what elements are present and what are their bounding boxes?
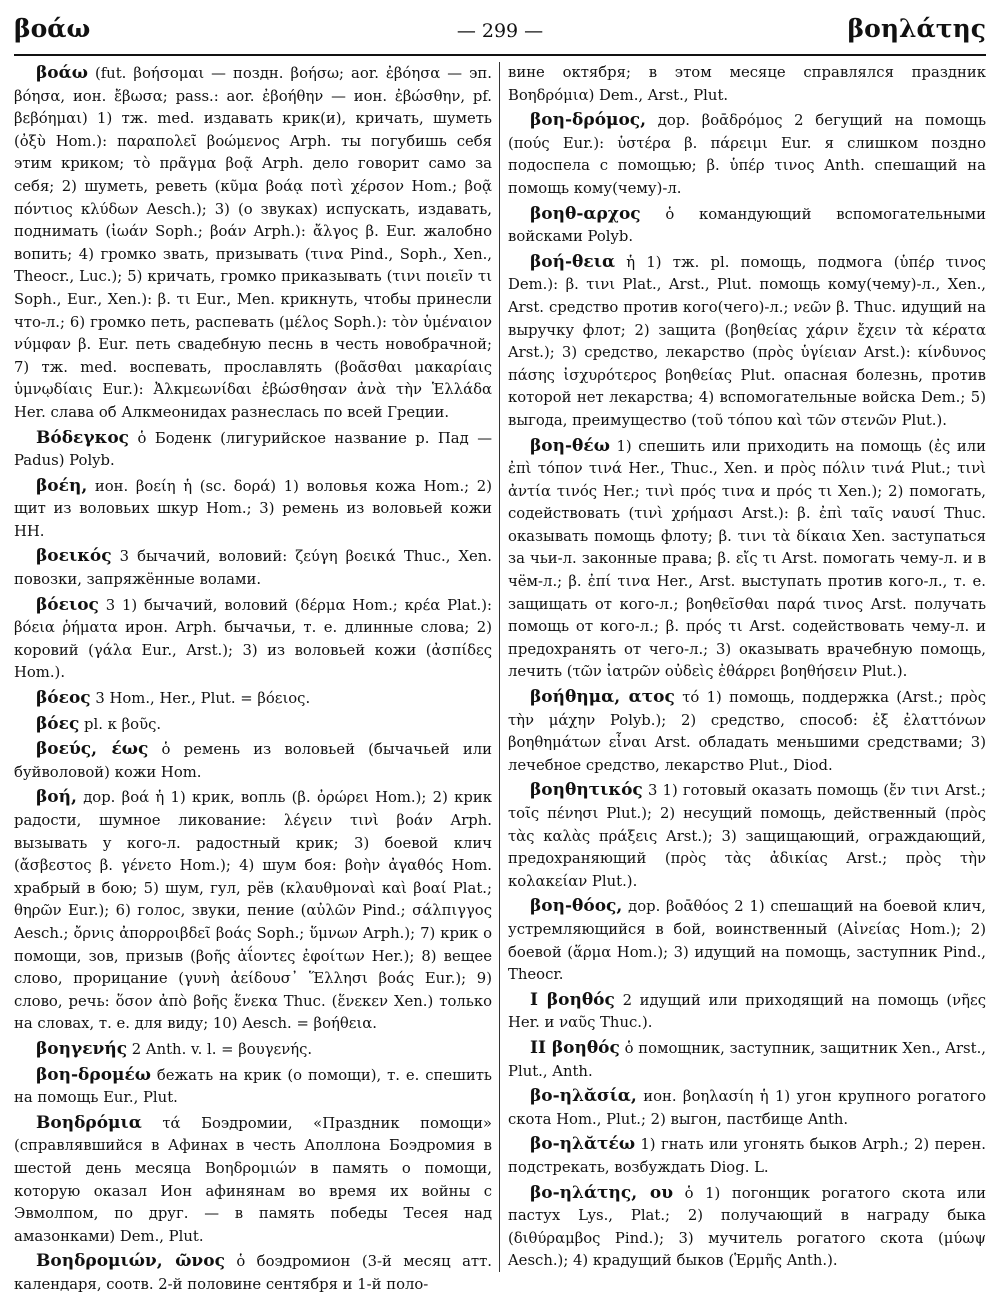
entry-definition: τό 1) помощь, поддержка (Arst.; πρὸς τὴν μάχην Polyb.); 2) средство, способ: ἐξ ἐλαττόνων βοηθημάτων εἶναι Arst. обладать меньшими средствами; 3) лечебное средство, лекарство Plut., Diod. — [508, 689, 986, 774]
entry-definition: 2 Anth. v. l. = βουγενής. — [131, 1040, 313, 1058]
dictionary-entry — [14, 1112, 492, 1249]
entry-definition: ἡ 1) тж. pl. помощь, подмога (ὑπέρ τινος Dem.): β. τινι Plat., Arst., Plut. помощь кому(чему)-л., Xen., Arst. средство против кого(чего)-л.; νεῶν β. Thuc. идущий на выручку флот; 2) защита (βοηθείας χάριν ἔχειν τὰ κέρατα Arst.); 3) средство, лекарство (πρὸς ὑγίειαν Arst.): κίνδυνος πάσης ἰσχυρότερος βοηθείας Plut. опасная болезнь, против которой нет лекарства; 4) вспомогательные войска Dem.; 5) выгода, преимущество (τοῦ τόπου καὶ τῶν στενῶν Plut.). — [508, 253, 986, 429]
dictionary-entry — [14, 62, 492, 425]
running-headword-left: βοάω — [14, 14, 91, 43]
dictionary-entry — [14, 1250, 492, 1296]
entry-headword: βοεικός — [36, 546, 112, 567]
entry-definition: pl. к βοῦς. — [84, 715, 162, 733]
dictionary-entry — [14, 1064, 492, 1110]
entry-definition: ὁ командующий вспомогательными войсками Polyb. — [508, 205, 986, 246]
entry-headword: βοη-θόος, — [530, 896, 623, 917]
entry-headword: Βόδεγκος — [36, 427, 130, 448]
entry-headword: βοέη, — [36, 475, 88, 496]
entry-headword: Βοηδρομιών, ῶνος — [36, 1251, 225, 1272]
dictionary-entry — [14, 687, 492, 711]
entry-headword: βοή, — [36, 787, 77, 808]
entry-headword: βοή-θεια — [530, 251, 616, 272]
entry-definition: дор. βοᾱδρόμος 2 бегущий на помощь (πούς Eur.): ὑστέρα β. πάρειμι Eur. я слишком поздно подоспела с помощью; β. ὑπέρ τινος Anth. спешащий на помощь кому(чему)-л. — [508, 112, 986, 197]
entry-definition: дор. βοᾱθόος 2 1) спешащий на боевой клич, устремляющийся в бой, воинственный (Αἰνείας Hom.); 2) боевой (ἅρμα Hom.); 3) идущий на помощь, заступник Pind., Theocr. — [508, 898, 986, 984]
dictionary-entry — [508, 109, 986, 200]
entry-headword: βόες — [36, 713, 80, 734]
entry-definition: 3 1) готовый оказать помощь (ἔν τινι Arst.; τοῖς πένησι Plut.); 2) несущий помощь, действенный (πρὸς τὰς καλὰς πράξεις Arst.); 3) защищающий, ограждающий, предохраняющий (πρὸς τὰς ἀδικίας Arst.; πρὸς τὴν κολακείαν Plut.). — [508, 782, 986, 890]
dictionary-entry — [508, 989, 986, 1035]
entry-headword: βοηθ-αρχος — [530, 203, 641, 224]
running-headword-right: βοηλάτης — [847, 14, 986, 43]
entry-headword: βο-ηλάτης, ου — [530, 1182, 674, 1203]
entry-headword: Βοηδρόμια — [36, 1112, 142, 1133]
dictionary-entry — [508, 1037, 986, 1083]
entry-definition: τά Боэдромии, «Праздник помощи» (справлявшийся в Афинах в честь Аполлона Боэдромия в шестой день месяца Βοηδρομιών в память о помощи, которую оказал Ион афинянам во время их войны с Эвмолпом, по друг. — в память победы Тесея над амазонками) Dem., Plut. — [14, 1114, 492, 1245]
entry-definition: 3 Hom., Her., Plut. = βόειος. — [95, 690, 311, 708]
entry-headword: I βοηθός — [530, 989, 615, 1010]
entry-headword: βοάω — [36, 63, 88, 83]
dictionary-entry — [14, 713, 492, 737]
entry-definition: бежать на крик (о помощи), т. е. спешить на помощь Eur., Plut. — [14, 1066, 492, 1107]
entry-definition: 3 1) бычачий, воловий (δέρμα Hom.; κρέα Plat.): βόεια ῥήματα ирон. Arph. бычачьи, т. е. длинные слова; 2) коровий (γάλα Eur., Arst.); 3) из воловьей кожи (ἀσπίδες Hom.). — [14, 596, 492, 682]
entry-definition: 1) гнать или угонять быков Arph.; 2) перен. подстрекать, возбуждать Diog. L. — [508, 1136, 986, 1176]
entry-definition: 3 бычачий, воловий: ζεύγη βοεικά Thuc., Xen. повозки, запряжённые волами. — [14, 548, 492, 589]
dictionary-entry — [508, 686, 986, 777]
entry-headword: βόειος — [36, 594, 99, 615]
entry-headword: βοεύς, έως — [36, 739, 149, 760]
entry-definition: (fut. βοήσομαι — поздн. βοήσω; aor. ἐβόησα — эп. βόησα, ион. ἔβωσα; pass.: aor. ἐβοήθην — ион. ἐβώσθην, pf. βεβόημαι) 1) тж. med. издавать крик(и), кричать, шуметь (ὀξὺ Hom.): παραπολεῖ βοώμενος Arph. ты погубишь себя этим криком; τὸ πρᾶγμα βοᾷ Arph. дело говорит само за себя; 2) шуметь, реветь (κῦμα βοάᾳ ποτὶ χέρσον Hom.; βοᾷ πόντιος κλύδων Aesch.); 3) (о звуках) испускать, издавать, поднимать (ἰωάν Soph.; βοάν Arph.): ἄλγος β. Eur. жалобно вопить; 4) громко звать, призывать (τινα Pind., Soph., Xen., Theocr., Luc.); 5) кричать, громко приказывать (τινι ποιεῖν τι Soph., Eur., Xen.): β. τι Eur., Men. крикнуть, чтобы принесли что-л.; 6) громко петь, распевать (μέλος Soph.): τὸν ὑμέναιον νύμφαν β. Eur. петь свадебную песнь в честь новобрачной; 7) тж. med. воспевать, прославлять (βοᾶσθαι μακαρίαις ὑμνῳδίαις Eur.): Ἀλκμεωνίδαι ἐβώσθησαν ἀνὰ τὴν Ἑλλάδα Her. слава об Алкмеонидах разнеслась по всей Греции. — [14, 65, 492, 421]
entry-headword: βοη-θέω — [530, 435, 610, 456]
page-header — [14, 8, 986, 56]
dictionary-entry — [14, 594, 492, 685]
entry-headword: βοη-δρομέω — [36, 1064, 151, 1085]
entry-definition: ὁ Боденк (лигурийское название р. Пад — Padus) Polyb. — [14, 429, 492, 470]
entry-definition: ион. βοηλασίη ἡ 1) угон крупного рогатого скота Hom., Plut.; 2) выгон, пастбище Anth. — [508, 1088, 986, 1128]
dictionary-entry — [14, 738, 492, 784]
entry-headword: βο-ηλᾰσία, — [530, 1086, 637, 1107]
right-column — [508, 62, 986, 1276]
dictionary-entry — [14, 1038, 492, 1062]
entry-definition: 2 идущий или приходящий на помощь (νῆες Her. и ναῦς Thuc.). — [508, 991, 986, 1032]
dictionary-entry — [14, 475, 492, 544]
entry-headword: βοηθητικός — [530, 780, 643, 801]
dictionary-entry — [508, 779, 986, 893]
entry-headword: βοήθημα, ατος — [530, 687, 675, 708]
dictionary-entry — [508, 251, 986, 433]
entry-headword: βο-ηλᾰτέω — [530, 1134, 636, 1155]
entry-headword: II βοηθός — [530, 1037, 620, 1058]
dictionary-entry — [14, 786, 492, 1036]
entry-definition: ὁ 1) погонщик рогатого скота или пастух Lys., Plat.; 2) получающий в награду быка (διθύραμβος Pind.); 3) мучитель рогатого скота (μύωψ Aesch.); 4) крадущий быков (Ἑρμῆς Anth.). — [508, 1184, 986, 1270]
left-column — [14, 62, 492, 1293]
entry-definition: ὁ боэдромион (3-й месяц атт. календаря, соотв. 2-й половине сентября и 1-й поло- — [14, 1253, 492, 1293]
entry-headword: βοηγενής — [36, 1038, 128, 1059]
entry-definition: ион. βοείη ἡ (sc. δορά) 1) воловья кожа Hom.; 2) щит из воловьих шкур Hom.; 3) ремень из воловьей кожи HH. — [14, 477, 492, 540]
dictionary-entry — [508, 1085, 986, 1131]
dictionary-entry — [508, 203, 986, 249]
entry-headword: βόεος — [36, 688, 91, 709]
page-number: — 299 — — [456, 20, 544, 42]
entry-definition: ὁ помощник, заступник, защитник Xen., Arst., Plut., Anth. — [508, 1039, 986, 1080]
entry-definition: 1) спешить или приходить на помощь (ἐς или ἐπὶ τόπον τινά Her., Thuc., Xen. и πρὸς πόλιν τινά Plut.; τινὶ ἀντία τινός Her.; τινὶ πρός τινα и πρός τι Xen.); 2) помогать, содействовать (τινὶ χρήμασι Arst.): β. ἐπὶ ταῖς ναυσί Thuc. оказывать помощь флоту; β. τινι τὰ δίκαια Xen. заступаться за чьи-л. законные права; β. εἴς τι Arst. помогать чему-л. и в чём-л.; β. ἐπί τινα Her., Arst. выступать против кого-л., т. е. защищать от кого-л.; βοηθεῖσθαι παρά τινος Arst. получать помощь от кого-л.; β. πρός τι Arst. содействовать чему-л. и предохранять от чего-л.; 3) оказывать врачебную помощь, лечить (τῶν ἰατρῶν οὐδεὶς ἐθάρρει βοηθήσειν Plut.). — [508, 437, 986, 681]
entry-headword: βοη-δρόμος, — [530, 110, 647, 131]
dictionary-entry — [508, 1182, 986, 1273]
dictionary-entry — [508, 1133, 986, 1179]
dictionary-entry — [508, 62, 986, 107]
entry-definition: вине октября; в этом месяце справлялся праздник Βοηδρόμια) Dem., Arst., Plut. — [508, 64, 986, 104]
dictionary-entry — [508, 895, 986, 986]
entry-definition: дор. βοά ἡ 1) крик, вопль (β. ὀρώρει Hom.); 2) крик радости, шумное ликование: λέγειν τινὶ βοάν Arph. вызывать у кого-л. радостный крик; 3) боевой клич (ἄσβεστος β. γένετο Hom.); 4) шум боя: βοὴν ἀγαθός Hom. храбрый в бою; 5) шум, гул, рёв (κλαυθμοναὶ καὶ βοαί Plat.; θηρῶν Eur.); 6) голос, звуки, пение (αὐλῶν Pind.; σάλπιγγος Aesch.; ὄρνις ἀπορροιβδεῖ βοάς Soph.; ὕμνων Arph.); 7) крик о помощи, зов, призыв (βοῆς ἀΐοντες ἐφοίτων Her.); 8) вещее слово, прорицание (γυνὴ ἀείδουσ᾽ Ἕλλησι βοάς Eur.); 9) слово, речь: ὅσον ἀπὸ βοῆς ἕνεκα Thuc. (ἕνεκεν Xen.) только на словах, т. е. для виду; 10) Aesch. = βοήθεια. — [14, 789, 492, 1033]
entry-definition: ὁ ремень из воловьей (бычачьей или буйволовой) кожи Hom. — [14, 741, 492, 781]
dictionary-entry — [14, 427, 492, 473]
column-divider — [499, 62, 500, 1272]
dictionary-entry — [14, 545, 492, 591]
dictionary-entry — [508, 435, 986, 685]
